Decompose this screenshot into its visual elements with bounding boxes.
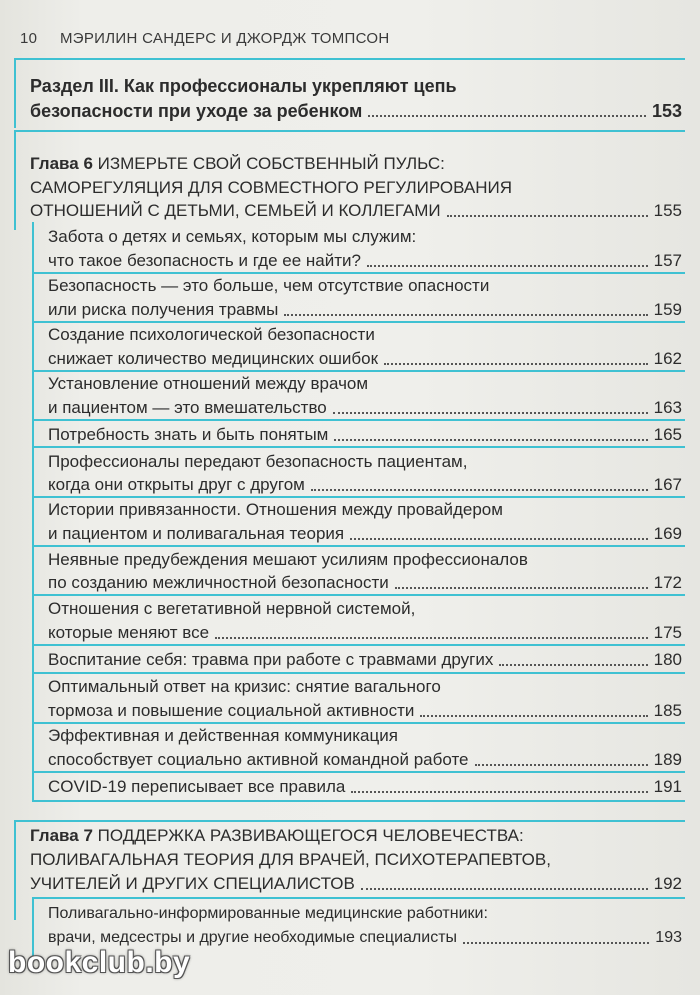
chapter7-accent-bar — [14, 820, 16, 920]
chapter6-label: Глава 6 — [30, 154, 93, 173]
leader-dots — [420, 715, 647, 717]
toc-entry-page: 191 — [653, 777, 682, 796]
chapter7-title-entry[interactable] — [30, 874, 682, 894]
toc-entry[interactable] — [48, 425, 682, 445]
toc-entry-line2: тормоза и повышение социальной активности — [48, 701, 415, 720]
toc-entry-page: 175 — [653, 623, 682, 642]
chapter6-page: 155 — [653, 201, 682, 220]
toc-entry-line1: Установление отношений между врачом — [48, 374, 369, 393]
entry-divider — [32, 272, 685, 274]
chapter6-title-rest: ИЗМЕРЬТЕ СВОЙ СОБСТВЕННЫЙ ПУЛЬС: — [97, 154, 445, 173]
page-number: 10 — [20, 30, 38, 47]
running-title: МЭРИЛИН САНДЕРС И ДЖОРДЖ ТОМПСОН — [60, 30, 390, 47]
toc-entry-page: 163 — [653, 398, 682, 417]
toc-entry-line2: или риска получения травмы — [48, 300, 279, 319]
running-head — [20, 30, 680, 47]
toc-entry-line2: которые меняют все — [48, 623, 210, 642]
toc-entry-line2: когда они открыты друг с другом — [48, 475, 305, 494]
toc-entry[interactable] — [48, 623, 682, 643]
chapter7-rule — [14, 820, 685, 822]
toc-entry-line1: Эффективная и действенная коммуникация — [48, 726, 398, 745]
leader-dots — [367, 265, 648, 267]
entry-divider — [32, 321, 685, 323]
chapter7-title-line2: ПОЛИВАГАЛЬНАЯ ТЕОРИЯ ДЛЯ ВРАЧЕЙ, ПСИХОТЕРАПЕВТОВ, — [30, 850, 551, 869]
toc-entry-line1: Истории привязанности. Отношения между провайдером — [48, 500, 503, 519]
toc-entry[interactable] — [48, 573, 682, 593]
toc-entry-line2: по созданию межличностной безопасности — [48, 573, 389, 592]
chapter6-accent-bar — [14, 130, 16, 230]
chapter7-page: 192 — [653, 874, 682, 893]
chapter6-title-line3: ОТНОШЕНИЙ С ДЕТЬМИ, СЕМЬЕЙ И КОЛЛЕГАМИ — [30, 201, 441, 220]
chapter7-title-rest: ПОДДЕРЖКА РАЗВИВАЮЩЕГОСЯ ЧЕЛОВЕЧЕСТВА: — [97, 826, 524, 845]
section-title-entry[interactable] — [30, 101, 682, 121]
toc-entry[interactable] — [48, 524, 682, 544]
section-title-line1: Раздел III. Как профессионалы укрепляют цепь — [30, 76, 457, 96]
toc-entry[interactable] — [48, 928, 682, 948]
leader-dots — [463, 942, 649, 944]
toc-entry-page: 159 — [653, 300, 682, 319]
section-page: 153 — [651, 101, 682, 121]
chapter6-title-line2: САМОРЕГУЛЯЦИЯ ДЛЯ СОВМЕСТНОГО РЕГУЛИРОВАНИЯ — [30, 178, 512, 197]
leader-dots — [447, 215, 648, 217]
toc-entry[interactable] — [48, 300, 682, 320]
entry-divider — [32, 644, 685, 646]
toc-entry-page: 157 — [653, 251, 682, 270]
entry-divider — [32, 594, 685, 596]
toc-entry-line1: Безопасность — это больше, чем отсутствие опасности — [48, 276, 490, 295]
section-title-line2: безопасности при уходе за ребенком — [30, 101, 363, 121]
toc-entry-line2: Воспитание себя: травма при работе с травмами других — [48, 650, 494, 669]
entry-divider — [32, 446, 685, 448]
watermark-logo: bookclub.by — [8, 946, 191, 979]
leader-dots — [361, 888, 648, 890]
entry-divider — [32, 496, 685, 498]
entry-divider — [32, 897, 685, 899]
leader-dots — [333, 412, 648, 414]
toc-entry[interactable] — [48, 398, 682, 418]
toc-entry-line2: COVID-19 переписывает все правила — [48, 777, 346, 796]
toc-entry[interactable] — [48, 650, 682, 670]
toc-entry-line1: Отношения с вегетативной нервной системой, — [48, 599, 416, 618]
entry-divider — [32, 722, 685, 724]
toc-entry-page: 172 — [653, 573, 682, 592]
chapter6-rule — [14, 130, 685, 132]
toc-entry-line1: Создание психологической безопасности — [48, 325, 375, 344]
toc-entry-line1: Поливагально-информированные медицинские работники: — [48, 905, 488, 922]
toc-entry-page: 165 — [653, 425, 682, 444]
toc-entry-page: 189 — [653, 750, 682, 769]
entry-divider — [32, 800, 685, 802]
leader-dots — [368, 115, 646, 117]
leader-dots — [215, 637, 648, 639]
chapter7-title-line3: УЧИТЕЛЕЙ И ДРУГИХ СПЕЦИАЛИСТОВ — [30, 874, 355, 893]
toc-entry[interactable] — [48, 701, 682, 721]
leader-dots — [499, 664, 647, 666]
leader-dots — [311, 489, 648, 491]
toc-entry-page: 180 — [653, 650, 682, 669]
chapter7-label: Глава 7 — [30, 826, 93, 845]
toc-entry[interactable] — [48, 349, 682, 369]
entry-divider — [32, 370, 685, 372]
leader-dots — [350, 538, 648, 540]
leader-dots — [334, 439, 647, 441]
toc-entry-page: 169 — [653, 524, 682, 543]
entry-divider — [32, 419, 685, 421]
toc-entry[interactable] — [48, 777, 682, 797]
toc-entry-line2: что такое безопасность и где ее найти? — [48, 251, 361, 270]
leader-dots — [395, 587, 648, 589]
toc-entry-page: 167 — [653, 475, 682, 494]
chapter6-entries-frame-left — [32, 222, 34, 800]
toc-entry[interactable] — [48, 475, 682, 495]
leader-dots — [475, 764, 648, 766]
toc-entry-line1: Забота о детях и семьях, которым мы служим: — [48, 227, 417, 246]
leader-dots — [384, 363, 648, 365]
chapter6-title-entry[interactable] — [30, 201, 682, 221]
section-accent-bar — [14, 58, 16, 128]
toc-entry-line2: и пациентом — это вмешательство — [48, 398, 327, 417]
entry-divider — [32, 771, 685, 773]
chapter7-title-line1 — [30, 826, 524, 846]
toc-entry-page: 185 — [653, 701, 682, 720]
toc-entry-line1: Профессионалы передают безопасность пациентам, — [48, 452, 468, 471]
toc-entry-page: 193 — [655, 929, 682, 946]
toc-entry-line2: способствует социально активной командной работе — [48, 750, 469, 769]
entry-divider — [32, 672, 685, 674]
header-rule — [14, 58, 685, 60]
toc-entry[interactable] — [48, 750, 682, 770]
entry-divider — [32, 545, 685, 547]
toc-entry-line2: и пациентом и поливагальная теория — [48, 524, 345, 543]
toc-entry-page: 162 — [653, 349, 682, 368]
toc-entry-line2: врачи, медсестры и другие необходимые специалисты — [48, 929, 458, 946]
chapter6-title-line1 — [30, 154, 445, 174]
toc-entry-line2: снижает количество медицинских ошибок — [48, 349, 379, 368]
toc-entry[interactable] — [48, 251, 682, 271]
leader-dots — [351, 791, 647, 793]
toc-entry-line1: Неявные предубеждения мешают усилиям профессионалов — [48, 550, 528, 569]
toc-entry-line2: Потребность знать и быть понятым — [48, 425, 329, 444]
toc-entry-line1: Оптимальный ответ на кризис: снятие вагального — [48, 677, 441, 696]
leader-dots — [284, 314, 647, 316]
